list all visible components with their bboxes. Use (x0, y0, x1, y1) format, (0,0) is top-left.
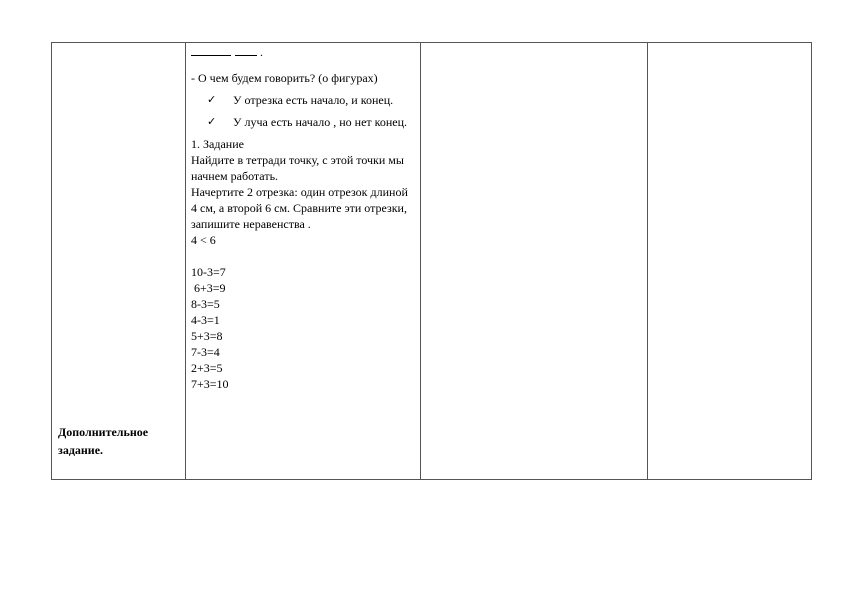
content-cell (186, 43, 421, 480)
equation: 7-3=4 (191, 345, 220, 359)
equation: 7+3=10 (191, 377, 229, 391)
equation: 10-3=7 (191, 265, 226, 279)
question-text: - О чем будем говорить? (о фигурах) (191, 71, 378, 85)
blank-line (235, 45, 257, 56)
lesson-table (51, 42, 812, 480)
table-row (52, 43, 812, 480)
task-block (191, 136, 416, 248)
inequality-example: 4 < 6 (191, 233, 216, 247)
blank-dot: . (260, 45, 263, 59)
additional-task-label: Дополнительное задание. (58, 425, 149, 457)
equation: 2+3=5 (191, 361, 223, 375)
task-instruction: Найдите в тетради точку, с этой точки мы начнем работать. (191, 153, 404, 183)
check-item-text: У луча есть начало , но нет конец. (233, 115, 408, 129)
equation: 4-3=1 (191, 313, 220, 327)
checkmark-icon: ✓ (207, 93, 217, 106)
equation: 6+3=9 (191, 281, 226, 295)
empty-cell (421, 43, 648, 480)
empty-cell (648, 43, 812, 480)
check-item (191, 92, 416, 108)
label-cell (52, 43, 186, 480)
check-list (191, 92, 416, 130)
equation-list (191, 264, 416, 392)
blank-line (191, 45, 231, 56)
task-instruction: Начертите 2 отрезка: один отрезок длиной 4 см, а второй 6 см. Сравните эти отрезки, запишите неравенства . (191, 185, 408, 231)
equation: 8-3=5 (191, 297, 220, 311)
task-heading: 1. Задание (191, 137, 244, 151)
check-item (191, 114, 416, 130)
equation: 5+3=8 (191, 329, 223, 343)
blank-lines (191, 45, 416, 61)
checkmark-icon: ✓ (207, 115, 217, 128)
check-item-text: У отрезка есть начало, и конец. (233, 93, 394, 107)
